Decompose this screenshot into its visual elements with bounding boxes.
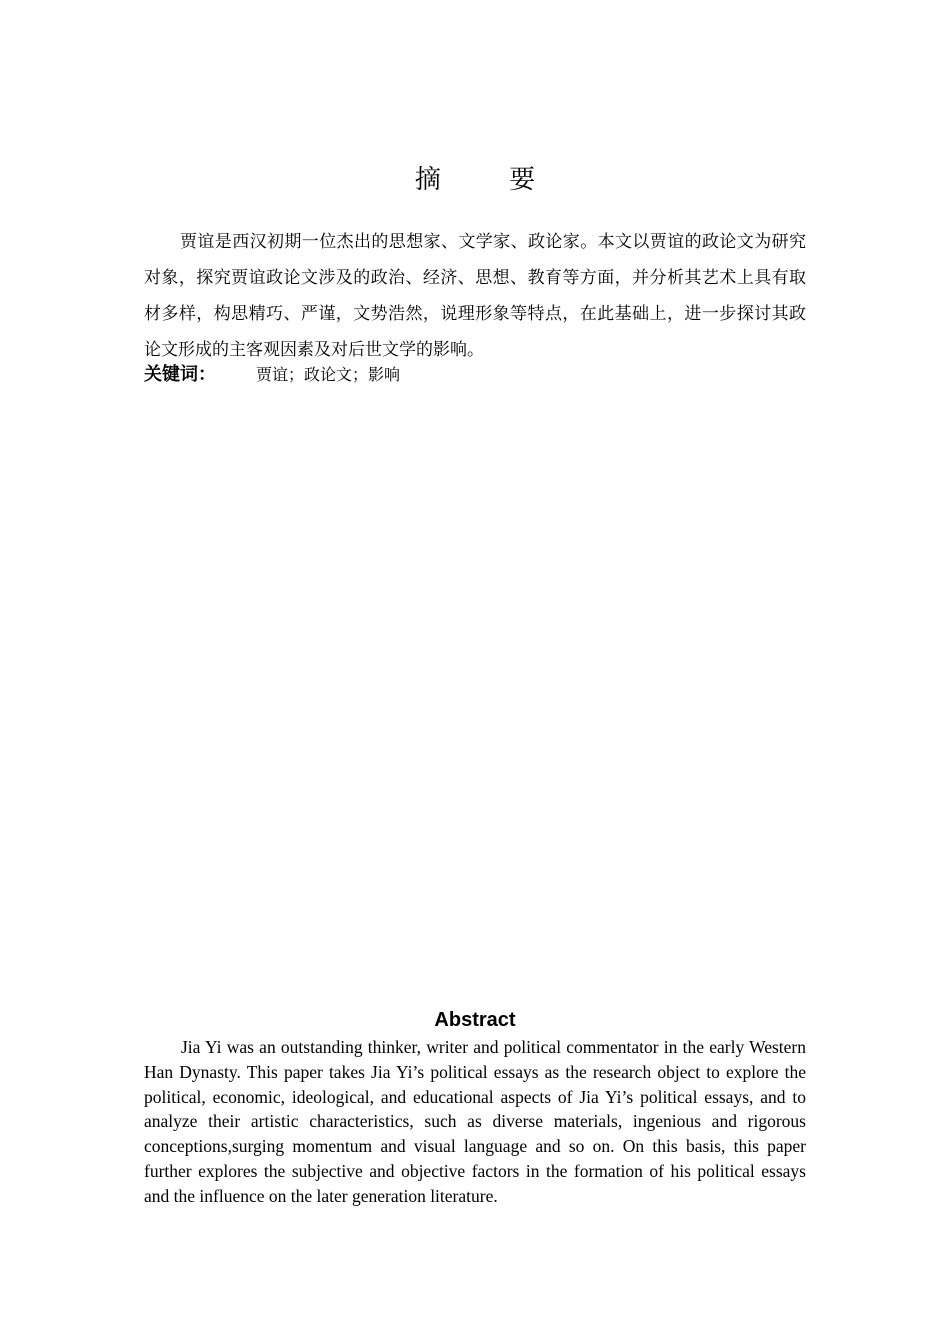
- chinese-abstract-title: 摘 要: [414, 165, 566, 195]
- english-abstract-body: Jia Yi was an outstanding thinker, writer and political commentator in the early Western Han Dynasty. This paper takes Jia Yi’s political essays as the research object to explore the political, economic, ideological, and educational aspects of Jia Yi’s political essays, and to analyze their artistic characteristics, such as diverse materials, ingenious and rigorous conceptions,surging momentum and visual language and so on. On this basis, this paper further explores the subjective and objective factors in the formation of his political essays and the influence on the later generation literature.: [144, 1037, 806, 1206]
- keywords-label: 关键词：: [144, 364, 216, 385]
- chinese-abstract-body: 贾谊是西汉初期一位杰出的思想家、文学家、政论家。本文以贾谊的政论文为研究对象，探究贾谊政论文涉及的政治、经济、思想、教育等方面，并分析其艺术上具有取材多样，构思精巧、严谨，文势浩然，说理形象等特点，在此基础上，进一步探讨其政论文形成的主客观因素及对后世文学的影响。: [144, 232, 806, 360]
- keywords-value: 贾谊；政论文；影响: [256, 365, 401, 384]
- english-abstract-title: Abstract: [434, 1009, 516, 1031]
- chinese-keywords-line: [144, 361, 806, 390]
